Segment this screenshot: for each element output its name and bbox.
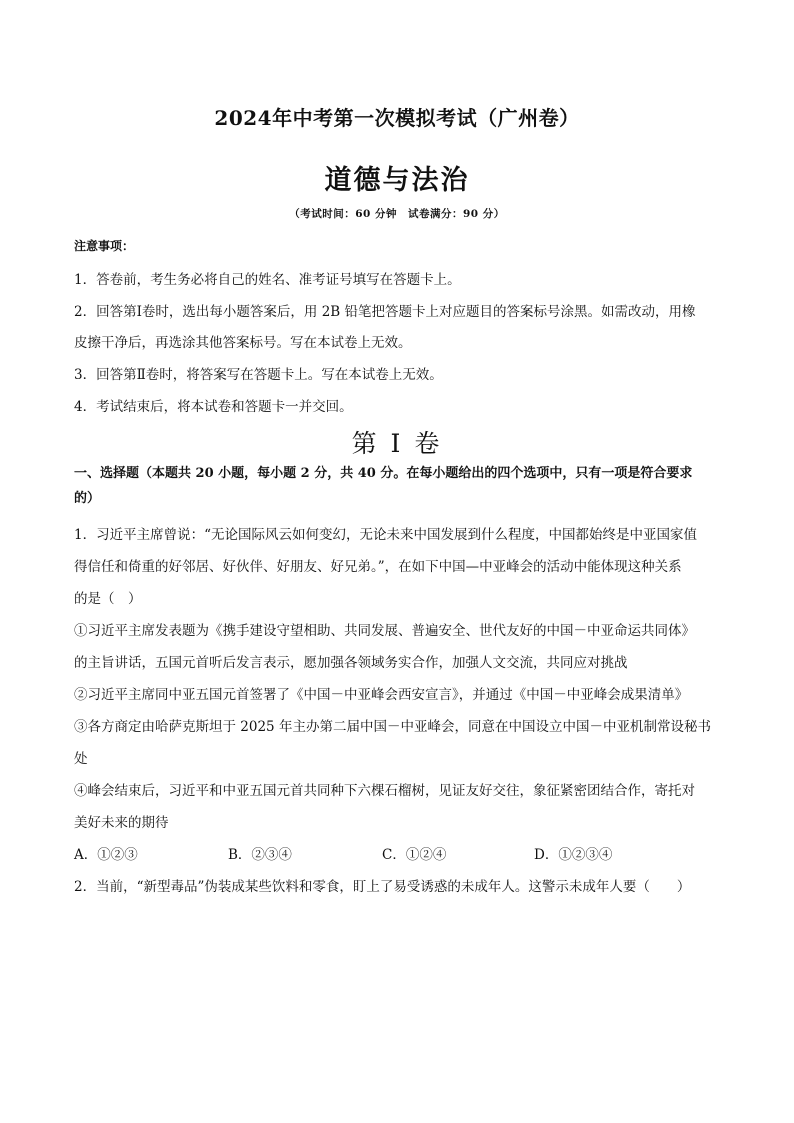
question-1-statement: ③各方商定由哈萨克斯坦于 2025 年主办第二届中国－中亚峰会，同意在中国设立中国－中亚机制常设秘书 bbox=[74, 719, 711, 735]
question-1-statement: ①习近平主席发表题为《携手建设守望相助、共同发展、普遍安全、世代友好的中国－中亚命运共同体》 bbox=[74, 623, 695, 639]
notice-item: 皮擦干净后，再选涂其他答案标号。写在本试卷上无效。 bbox=[74, 335, 412, 351]
section-instruction: 一、选择题（本题共 20 小题，每小题 2 分，共 40 分。在每小题给出的四个选项中，只有一项是符合要求 bbox=[74, 466, 693, 481]
notice-heading: 注意事项： bbox=[74, 239, 135, 253]
subject-title: 道德与法治 bbox=[324, 165, 470, 196]
notice-item: 4．考试结束后，将本试卷和答题卡一并交回。 bbox=[74, 399, 353, 415]
section-instruction: 的） bbox=[74, 491, 101, 506]
question-1-stem: 的是（ ） bbox=[74, 591, 142, 607]
question-1-statement: 的主旨讲话，五国元首听后发言表示，愿加强各领域务实合作，加强人文交流，共同应对挑战 bbox=[74, 655, 628, 671]
option-d: D．①②③④ bbox=[534, 847, 613, 863]
option-c: C．①②④ bbox=[382, 847, 447, 863]
notice-item: 1．答卷前，考生务必将自己的姓名、准考证号填写在答题卡上。 bbox=[74, 272, 461, 288]
section-title: 第 I 卷 bbox=[351, 429, 443, 458]
exam-info: （考试时间：60 分钟 试卷满分：90 分） bbox=[289, 208, 505, 220]
question-1-statement: 处 bbox=[74, 751, 88, 767]
question-1-statement: ④峰会结束后，习近平和中亚五国元首共同种下六棵石榴树，见证友好交往，象征紧密团结合作，寄托对 bbox=[74, 783, 695, 799]
option-b: B．②③④ bbox=[228, 847, 292, 863]
question-2-stem: 2．当前，“新型毒品”伪装成某些饮料和零食，盯上了易受诱惑的未成年人。这警示未成年人要（ ） bbox=[74, 879, 691, 895]
exam-title: 2024年中考第一次模拟考试（广州卷） bbox=[214, 106, 580, 130]
question-1-statement: ②习近平主席同中亚五国元首签署了《中国－中亚峰会西安宣言》，并通过《中国－中亚峰会成果清单》 bbox=[74, 687, 689, 703]
question-1-stem: 1．习近平主席曾说：“无论国际风云如何变幻，无论未来中国发展到什么程度，中国都始终是中亚国家值 bbox=[74, 527, 697, 543]
question-1-statement: 美好未来的期待 bbox=[74, 815, 169, 831]
notice-item: 2．回答第Ⅰ卷时，选出每小题答案后，用 2B 铅笔把答题卡上对应题目的答案标号涂黑。如需改动，用橡 bbox=[74, 304, 696, 320]
notice-item: 3．回答第Ⅱ卷时，将答案写在答题卡上。写在本试卷上无效。 bbox=[74, 367, 443, 383]
option-a: A．①②③ bbox=[74, 847, 138, 863]
question-1-stem: 得信任和倚重的好邻居、好伙伴、好朋友、好兄弟。”，在如下中国—中亚峰会的活动中能体现这种关系 bbox=[74, 559, 682, 575]
